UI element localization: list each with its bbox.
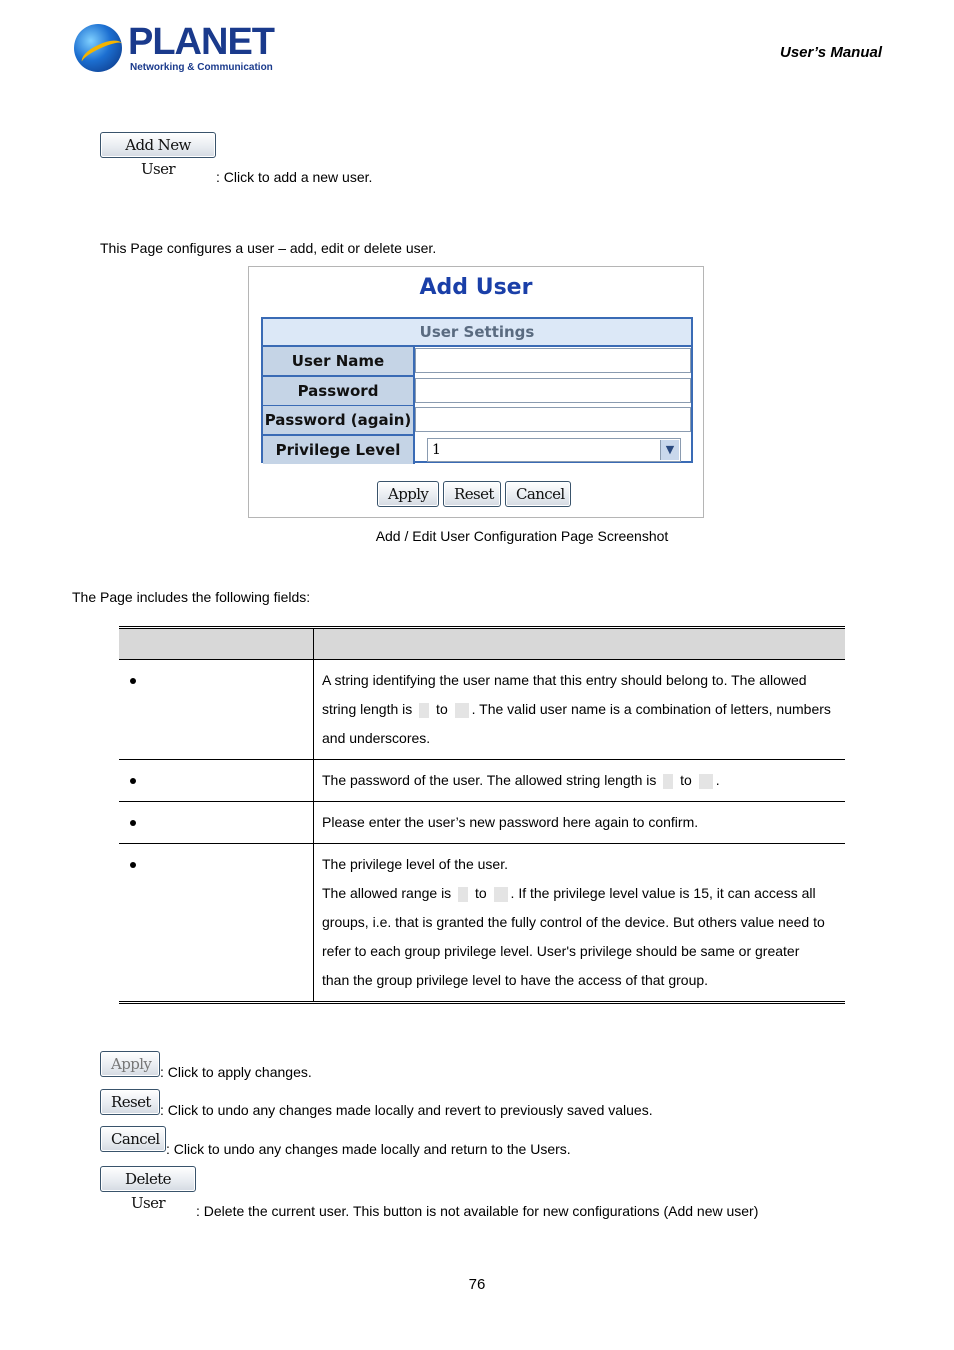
password-again-input[interactable] (415, 407, 691, 432)
blank-value (455, 703, 469, 718)
cancel-description: : Click to undo any changes made locally and return to the Users. (166, 1141, 571, 1157)
description-text: The privilege level of the user. (322, 856, 508, 872)
chevron-down-icon[interactable]: ▼ (660, 440, 679, 460)
blank-value (699, 774, 713, 789)
description-text: to (676, 772, 696, 788)
description-text: A string identifying the user name that this entry should belong to. The allowed (322, 672, 807, 688)
description-text: string length is (322, 701, 417, 717)
screenshot-buttons (377, 481, 575, 507)
cancel-button-sample[interactable]: Cancel (100, 1126, 166, 1152)
bullet-icon (130, 778, 136, 784)
object-cell (119, 844, 314, 1003)
manual-title: User’s Manual (780, 44, 882, 61)
description-text: . If the privilege level value is 15, it can access all (510, 885, 816, 901)
add-new-user-description: : Click to add a new user. (216, 169, 373, 185)
blank-value (419, 703, 429, 718)
blank-value (458, 887, 468, 902)
privilege-level-row (263, 436, 691, 466)
logo-tagline: Networking & Communication (130, 62, 273, 73)
reset-description-row (100, 1089, 653, 1118)
table-row (119, 802, 845, 844)
add-new-user-button[interactable]: Add New User (100, 132, 216, 158)
description-line (322, 966, 837, 995)
reset-description: : Click to undo any changes made locally and revert to previously saved values. (160, 1102, 653, 1118)
description-cell (314, 660, 846, 760)
delete-user-description: : Delete the current user. This button is not available for new configurations (Add new user) (196, 1203, 759, 1219)
table-row (119, 844, 845, 1003)
password-label: Password (263, 377, 415, 407)
apply-button-sample[interactable]: Apply (100, 1051, 160, 1077)
bullet-icon (130, 678, 136, 684)
description-line (322, 695, 837, 724)
delete-user-button-sample[interactable]: Delete User (100, 1166, 196, 1192)
intro-text: This Page configures a user – add, edit or delete user. (100, 240, 437, 256)
password-again-label: Password (again) (263, 406, 415, 436)
password-row (263, 377, 691, 407)
description-text: Please enter the user’s new password here again to confirm. (322, 814, 699, 830)
description-text: than the group privilege level to have the access of that group. (322, 972, 709, 988)
cancel-button[interactable]: Cancel (505, 481, 571, 507)
bullet-icon (130, 820, 136, 826)
cancel-description-row (100, 1126, 571, 1157)
description-text: to (471, 885, 491, 901)
description-text: to (432, 701, 452, 717)
user-name-label: User Name (263, 347, 415, 377)
add-new-user-row (100, 132, 373, 185)
table-row (119, 760, 845, 802)
reset-button[interactable]: Reset (443, 481, 501, 507)
planet-logo (74, 22, 274, 78)
privilege-level-value: 1 (432, 441, 441, 458)
privilege-level-select[interactable] (427, 438, 681, 462)
reset-button-sample[interactable]: Reset (100, 1089, 160, 1115)
description-line (322, 850, 837, 879)
description-line (322, 937, 837, 966)
object-cell (119, 802, 314, 844)
description-column-header (314, 628, 846, 660)
delete-user-description-row (100, 1166, 759, 1219)
description-text: . The valid user name is a combination of letters, numbers (471, 701, 831, 717)
privilege-level-label: Privilege Level (263, 436, 415, 464)
user-name-row (263, 347, 691, 377)
description-line (322, 908, 837, 937)
fields-table (119, 626, 845, 1004)
screenshot-caption: Add / Edit User Configuration Page Screenshot (375, 528, 669, 544)
user-settings-table (261, 317, 693, 463)
add-user-screenshot (248, 266, 704, 518)
fields-intro: The Page includes the following fields: (72, 589, 311, 605)
description-line (322, 808, 837, 837)
table-row (119, 660, 845, 760)
user-settings-header: User Settings (263, 319, 691, 347)
apply-description: : Click to apply changes. (160, 1064, 312, 1080)
password-input[interactable] (415, 378, 691, 403)
description-line (322, 766, 837, 795)
page-number: 76 (468, 1276, 486, 1293)
password-again-row (263, 406, 691, 436)
object-column-header (119, 628, 314, 660)
user-name-input[interactable] (415, 348, 691, 373)
object-cell (119, 660, 314, 760)
apply-button[interactable]: Apply (377, 481, 439, 507)
table-header-row (119, 628, 845, 660)
apply-description-row (100, 1051, 312, 1080)
description-text: refer to each group privilege level. User's privilege should be same or greater (322, 943, 800, 959)
bullet-icon (130, 862, 136, 868)
blank-value (494, 887, 508, 902)
description-line (322, 879, 837, 908)
description-cell (314, 760, 846, 802)
description-text: The allowed range is (322, 885, 456, 901)
description-line (322, 666, 837, 695)
blank-value (663, 774, 673, 789)
description-text: groups, i.e. that is granted the fully control of the device. But others value need to (322, 914, 825, 930)
description-line (322, 724, 837, 753)
logo-wordmark: PLANET (128, 21, 274, 63)
description-cell (314, 802, 846, 844)
description-text: and underscores. (322, 730, 431, 746)
description-text: . (715, 772, 720, 788)
add-user-title: Add User (419, 275, 533, 300)
description-cell (314, 844, 846, 1003)
object-cell (119, 760, 314, 802)
description-text: The password of the user. The allowed string length is (322, 772, 661, 788)
